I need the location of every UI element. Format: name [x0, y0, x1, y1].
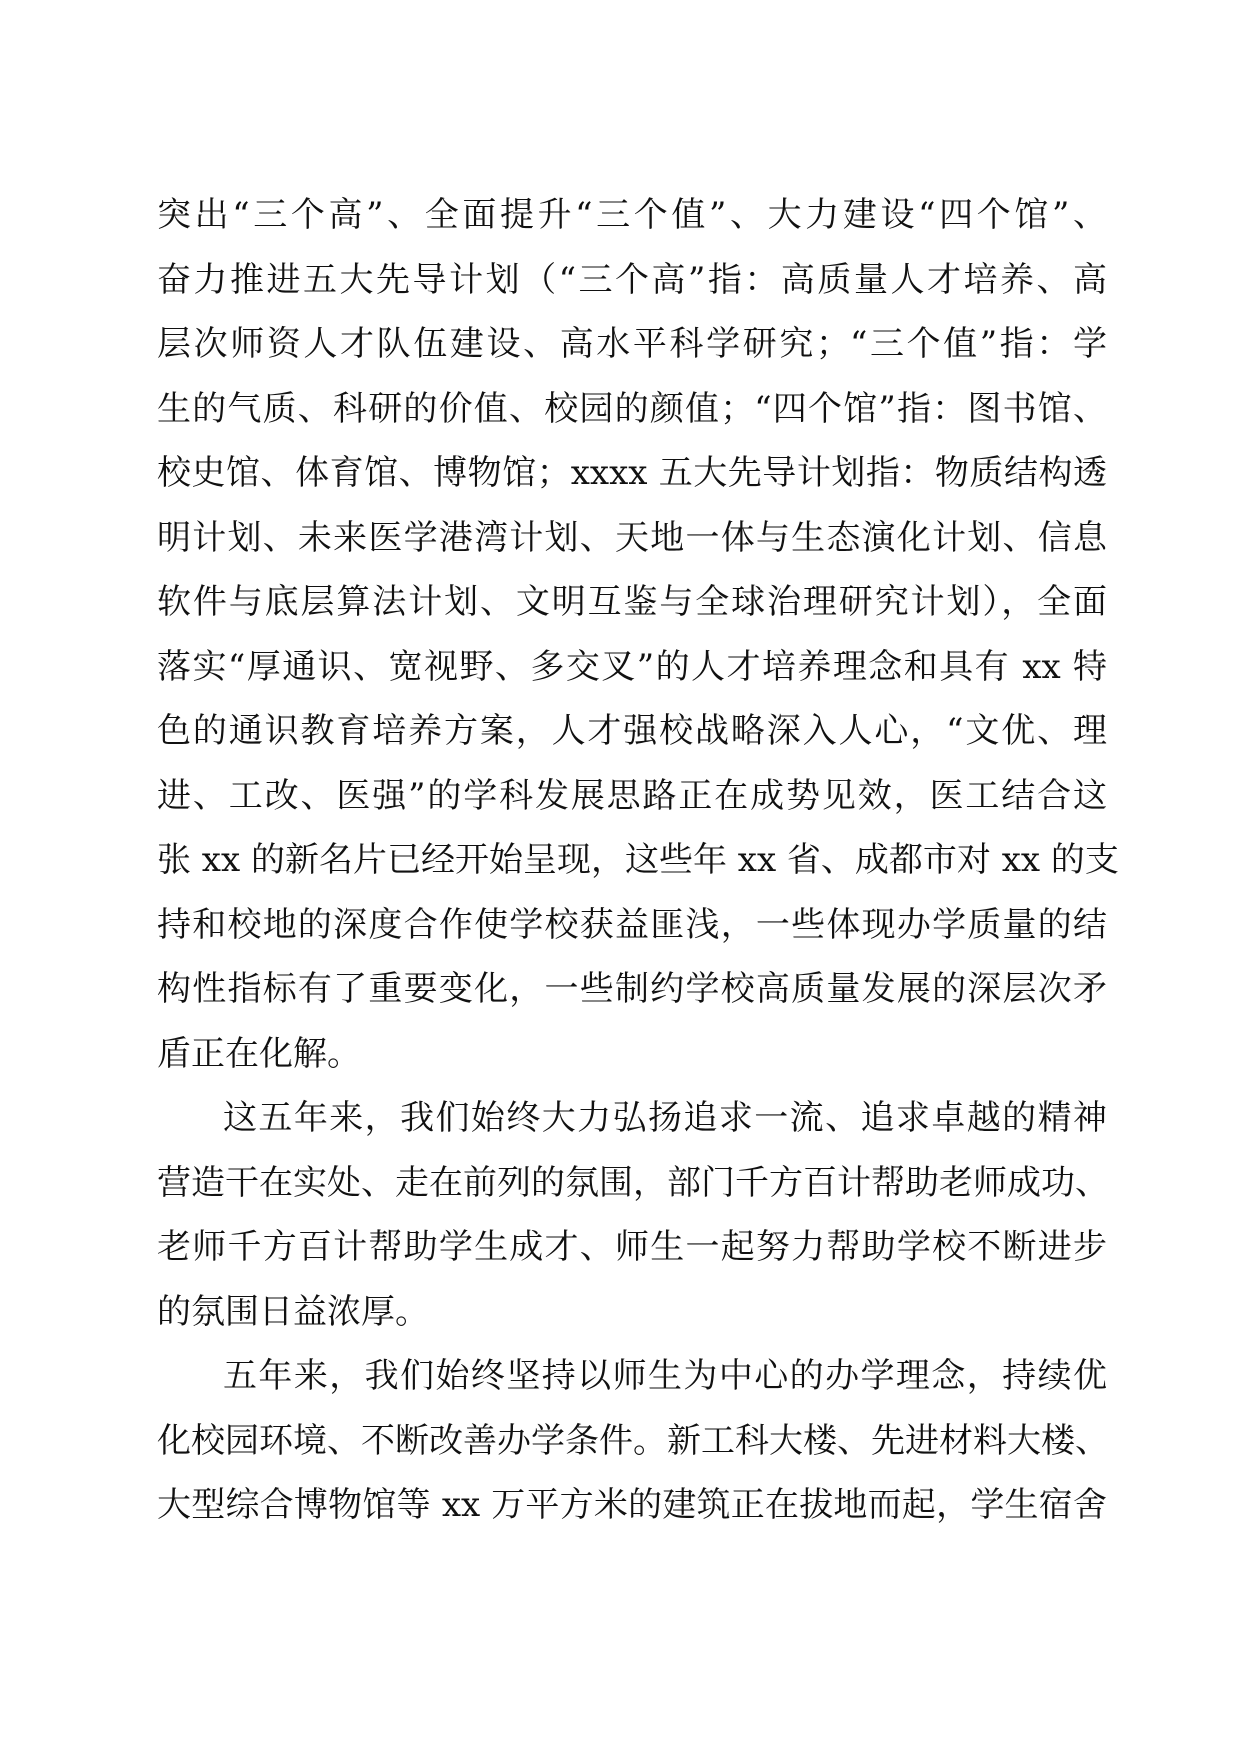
paragraph-2	[157, 1086, 1107, 1344]
paragraph-line: 奋力推进五大先导计划（“三个高”指：高质量人才培养、高	[157, 259, 1107, 300]
paragraph-line: 的氛围日益浓厚。	[157, 1291, 429, 1332]
paragraph-3	[157, 1344, 1107, 1538]
paragraph-line: 化校园环境、不断改善办学条件。新工科大楼、先进材料大楼、	[157, 1420, 1109, 1461]
paragraph-line: 校史馆、体育馆、博物馆；xxxx 五大先导计划指：物质结构透	[157, 453, 1107, 493]
paragraph-line: 张 xx 的新名片已经开始呈现，这些年 xx 省、成都市对 xx 的支	[157, 840, 1119, 880]
document-body	[157, 183, 1119, 1538]
paragraph-line: 构性指标有了重要变化，一些制约学校高质量发展的深层次矛	[157, 969, 1107, 1009]
paragraph-line: 老师千方百计帮助学生成才、师生一起努力帮助学校不断进步	[157, 1227, 1107, 1267]
paragraph-line: 突出“三个高”、全面提升“三个值”、大力建设“四个馆”、	[157, 195, 1107, 235]
paragraph-line: 五年来，我们始终坚持以师生为中心的办学理念，持续优	[223, 1356, 1107, 1396]
paragraph-line: 层次师资人才队伍建设、高水平科学研究；“三个值”指：学	[157, 324, 1107, 364]
paragraph-line: 软件与底层算法计划、文明互鉴与全球治理研究计划），全面	[157, 582, 1107, 622]
paragraph-line: 盾正在化解。	[157, 1033, 361, 1074]
paragraph-line: 落实“厚通识、宽视野、多交叉”的人才培养理念和具有 xx 特	[157, 646, 1107, 687]
paragraph-line: 持和校地的深度合作使学校获益匪浅，一些体现办学质量的结	[157, 904, 1107, 945]
paragraph-line: 这五年来，我们始终大力弘扬追求一流、追求卓越的精神	[223, 1098, 1107, 1138]
paragraph-line: 营造干在实处、走在前列的氛围，部门千方百计帮助老师成功、	[157, 1162, 1109, 1203]
paragraph-1	[157, 183, 1119, 1086]
paragraph-line: 明计划、未来医学港湾计划、天地一体与生态演化计划、信息	[157, 517, 1107, 558]
paragraph-line: 大型综合博物馆等 xx 万平方米的建筑正在拔地而起，学生宿舍	[157, 1485, 1107, 1525]
paragraph-line: 色的通识教育培养方案，人才强校战略深入人心，“文优、理	[157, 711, 1107, 751]
paragraph-line: 进、工改、医强”的学科发展思路正在成势见效，医工结合这	[157, 775, 1107, 816]
paragraph-line: 生的气质、科研的价值、校园的颜值；“四个馆”指：图书馆、	[157, 388, 1107, 429]
